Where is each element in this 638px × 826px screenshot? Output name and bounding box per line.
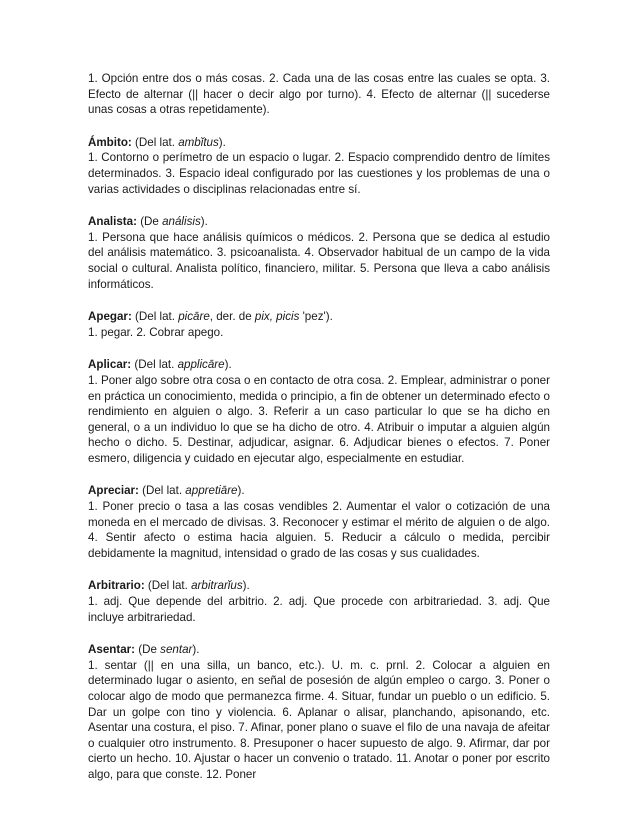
origin-part: (Del lat. [138, 484, 186, 498]
origin-part: ). [224, 358, 232, 372]
entry-term: Arbitrario: [88, 579, 145, 593]
entry-ambito [88, 135, 550, 197]
entry-headline [88, 135, 550, 151]
entry-definition: 1. Poner algo sobre otra cosa o en contacto de otra cosa. 2. Emplear, administrar o poner en práctica un conocimiento, medida o principio, a fin de obtener un determinado efecto o rendimiento en alguien o algo. 3. Referir a un caso particular lo que se ha dicho en general, o a un individuo lo que se ha dicho de otro. 4. Atribuir o imputar a alguien algún hecho o dicho. 5. Destinar, adjudicar, asignar. 6. Adjudicar bienes o efectos. 7. Poner esmero, diligencia y cuidado en ejecutar algo, especialmente en estudiar. [88, 373, 550, 465]
entry-headline [88, 214, 550, 230]
entry-apegar [88, 309, 550, 340]
entry-definition: 1. Poner precio o tasa a las cosas vendibles 2. Aumentar el valor o cotización de una moneda en el mercado de divisas. 3. Reconocer y estimar el mérito de alguien o de algo. 4. Sentir afecto o estima hacia alguien. 5. Reducir a cálculo o medida, percibir debidamente la magnitud, intensidad o grado de las cosas y sus cualidades. [88, 500, 550, 560]
entry-headline [88, 309, 550, 325]
origin-etymon: análisis [162, 215, 201, 229]
origin-part: , der. de [209, 310, 255, 324]
origin-part: ). [200, 215, 208, 229]
entry-term: Ámbito: [88, 135, 132, 149]
entry-headline [88, 578, 550, 594]
origin-part: ). [218, 135, 226, 149]
origin-part: ). [242, 579, 250, 593]
entry-term: Apegar: [88, 310, 132, 324]
entry-headline [88, 357, 550, 373]
entry-arbitrario [88, 578, 550, 625]
origin-part: (Del lat. [131, 135, 179, 149]
entry-term: Analista: [88, 215, 137, 229]
entry-headline [88, 642, 550, 658]
origin-etymon: pix, picis [254, 310, 300, 324]
origin-etymon: ambĭtus [178, 135, 219, 149]
entry-definition: 1. Opción entre dos o más cosas. 2. Cada una de las cosas entre las cuales se opta. 3. Efecto de alternar (|| hacer o decir algo por turno). 4. Efecto de alternar (|| sucederse unas cosas a otras repetidamente). [88, 72, 550, 117]
entry-definition: 1. Persona que hace análisis químicos o médicos. 2. Persona que se dedica al estudio del análisis matemático. 3. psicoanalista. 4. Observador habitual de un campo de la vida social o cultural. Analista político, financiero, militar. 5. Persona que lleva a cabo análisis informáticos. [88, 230, 550, 291]
entry-definition: 1. pegar. 2. Cobrar apego. [88, 325, 224, 339]
entry-definition: 1. sentar (|| en una silla, un banco, etc.). U. m. c. prnl. 2. Colocar a alguien en determinado lugar o asiento, en señal de posesión de algún empleo o cargo. 3. Poner o colocar algo de modo que permanezca firme. 4. Situar, fundar un pueblo o un edificio. 5. Dar un golpe con tino y violencia. 6. Aplanar o alisar, planchando, apisonando, etc. Asentar una costura, el piso. 7. Afinar, poner plano o suave el filo de una navaja de afeitar o cualquier otro instrumento. 8. Presuponer o hacer supuesto de algo. 9. Afirmar, dar por cierto un hecho. 10. Ajustar o hacer un convenio o tratado. 11. Anotar o poner por escrito algo, para que conste. 12. Poner [88, 658, 550, 781]
entry-definition: 1. Contorno o perímetro de un espacio o lugar. 2. Espacio comprendido dentro de límites determinados. 3. Espacio ideal configurado por las cuestiones y los problemas de una o varias actividades o disciplinas relacionadas entre sí. [88, 151, 550, 196]
origin-part: ). [192, 643, 200, 657]
origin-part: (Del lat. [144, 579, 192, 593]
entry-asentar [88, 642, 550, 782]
origin-part: (De [136, 215, 163, 229]
origin-etymon: applicāre [177, 358, 225, 372]
origin-etymon: sentar [160, 643, 193, 657]
origin-etymon: appretiāre [185, 484, 238, 498]
entry-opcion [88, 71, 550, 118]
entry-term: Apreciar: [88, 484, 139, 498]
document-page [88, 71, 550, 800]
origin-part: (Del lat. [131, 310, 179, 324]
origin-part: (Del lat. [131, 358, 178, 372]
origin-etymon: arbitrarĭus [191, 579, 243, 593]
origin-part: ). [237, 484, 245, 498]
entry-term: Aplicar: [88, 358, 132, 372]
entry-definition: 1. adj. Que depende del arbitrio. 2. adj. Que procede con arbitrariedad. 3. adj. Que incluye arbitrariedad. [88, 595, 550, 624]
entry-headline [88, 483, 550, 499]
entry-apreciar [88, 483, 550, 561]
entry-analista [88, 214, 550, 292]
entry-aplicar [88, 357, 550, 466]
origin-part: 'pez'). [299, 310, 333, 324]
origin-etymon: picāre [178, 310, 210, 324]
origin-part: (De [135, 643, 161, 657]
entry-term: Asentar: [88, 643, 136, 657]
